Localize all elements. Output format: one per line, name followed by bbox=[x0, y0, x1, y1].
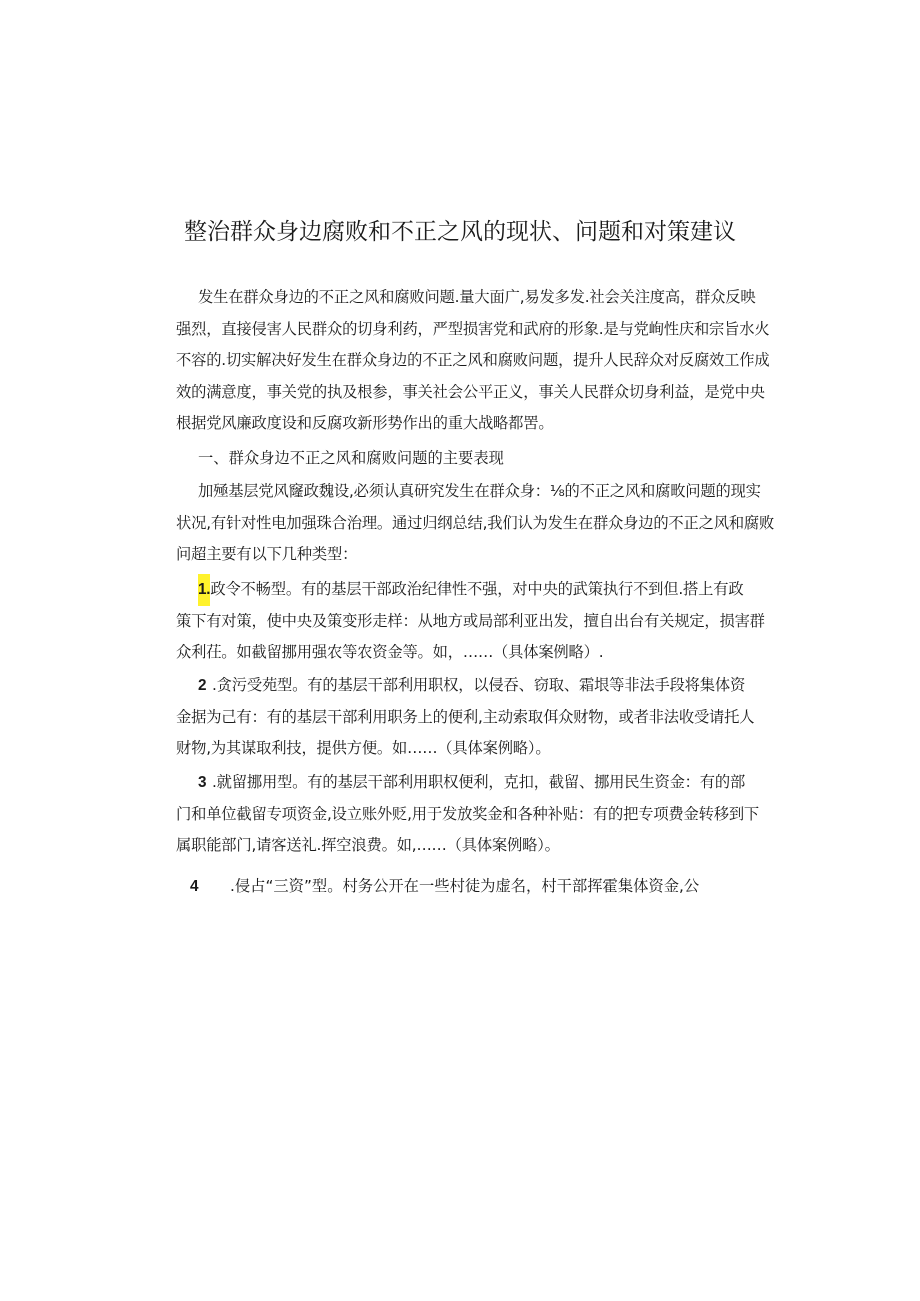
intro-line: 发生在群众身边的不正之风和腐败问题.量大面广,易发多发.社会关注度高，群众反映 bbox=[198, 288, 756, 306]
intro-line: 不容的.切实解决好发生在群众身边的不正之风和腐败问题，提升人民辞众对反腐效工作成 bbox=[176, 351, 770, 369]
document-title: 整治群众身边腐败和不正之风的现状、问题和对策建议 bbox=[184, 219, 736, 245]
section-intro-line: 状况,有针对性电加强珠合治理。通过归纲总结,我们认为发生在群众身边的不正之风和腐败 bbox=[176, 513, 775, 532]
list-item-line: 门和单位截留专项资金,设立账外贬,用于发放奖金和各种补贴：有的把专项费金转移到下 bbox=[176, 804, 760, 823]
list-item-line bbox=[176, 574, 778, 606]
list-item-text: 政令不畅型。有的基层干部政治纪律性不强，对中央的武策执行不到但.搭上有政 bbox=[210, 580, 744, 598]
list-item-line: 策下有对策，使中央及策变形走样：从地方或局部利亚出发，擅自出台有关规定，损害群 bbox=[176, 611, 765, 630]
intro-line: 根据党风廉政度设和反腐攻新形势作出的重大战略都罟。 bbox=[176, 414, 554, 432]
list-item-line: 众利茌。如截留挪用强农等农资金等。如，……（具体案例略）. bbox=[176, 643, 604, 661]
section-heading: 一、群众身边不正之风和腐败问题的主要表现 bbox=[198, 449, 504, 467]
list-item-line bbox=[176, 767, 778, 799]
list-item-4 bbox=[190, 871, 699, 903]
list-item-line: 财物,为其谋取利技，提供方便。如……（具体案例略）。 bbox=[176, 739, 551, 757]
section-intro-line: 问超主要有以下几种类型： bbox=[176, 545, 358, 563]
intro-line: 强烈，直接侵害人民群众的切身利药，严型损害党和武府的形象.是与党峋性庆和宗旨水火 bbox=[176, 319, 770, 338]
list-item-line bbox=[176, 670, 778, 702]
intro-line: 效的满意度，事关党的执及根参，事关社会公平正义，事关人民群众切身利益，是党中央 bbox=[176, 382, 765, 401]
intro-paragraph bbox=[176, 282, 778, 440]
list-item-text: .贪污受苑型。有的基层干部利用职权，以侵吞、窃取、霜垠等非法手段将集体资 bbox=[212, 676, 746, 694]
list-item-text: .就留挪用型。有的基层干部利用职权便利，克扣，截留、挪用民生资金：有的部 bbox=[212, 773, 746, 791]
list-item-2 bbox=[176, 670, 778, 765]
list-item-number: 2 bbox=[198, 677, 207, 694]
section-intro-line: 加殛基层党风窿政魏设,必须认真研究发生在群众身：⅛的不正之风和腐畋问题的现实 bbox=[198, 482, 761, 500]
list-item-line: 金据为己有：有的基层干部利用职务上的便利,主动索取佴众财物，或者非法收受请托人 bbox=[176, 707, 755, 726]
list-item-number: 1. bbox=[198, 574, 210, 606]
list-item-number: 3 bbox=[198, 774, 207, 791]
list-item-line: 属职能部门,请客送礼.挥空浪费。如,……（具体案例略）。 bbox=[176, 836, 560, 854]
list-item-1 bbox=[176, 574, 778, 669]
section-intro-paragraph bbox=[176, 476, 778, 571]
list-item-text: .侵占“三资”型。村务公开在一些村徒为虚名，村干部挥霍集体资金,公 bbox=[230, 877, 700, 895]
list-item-3 bbox=[176, 767, 778, 862]
list-item-number: 4 bbox=[190, 878, 199, 895]
